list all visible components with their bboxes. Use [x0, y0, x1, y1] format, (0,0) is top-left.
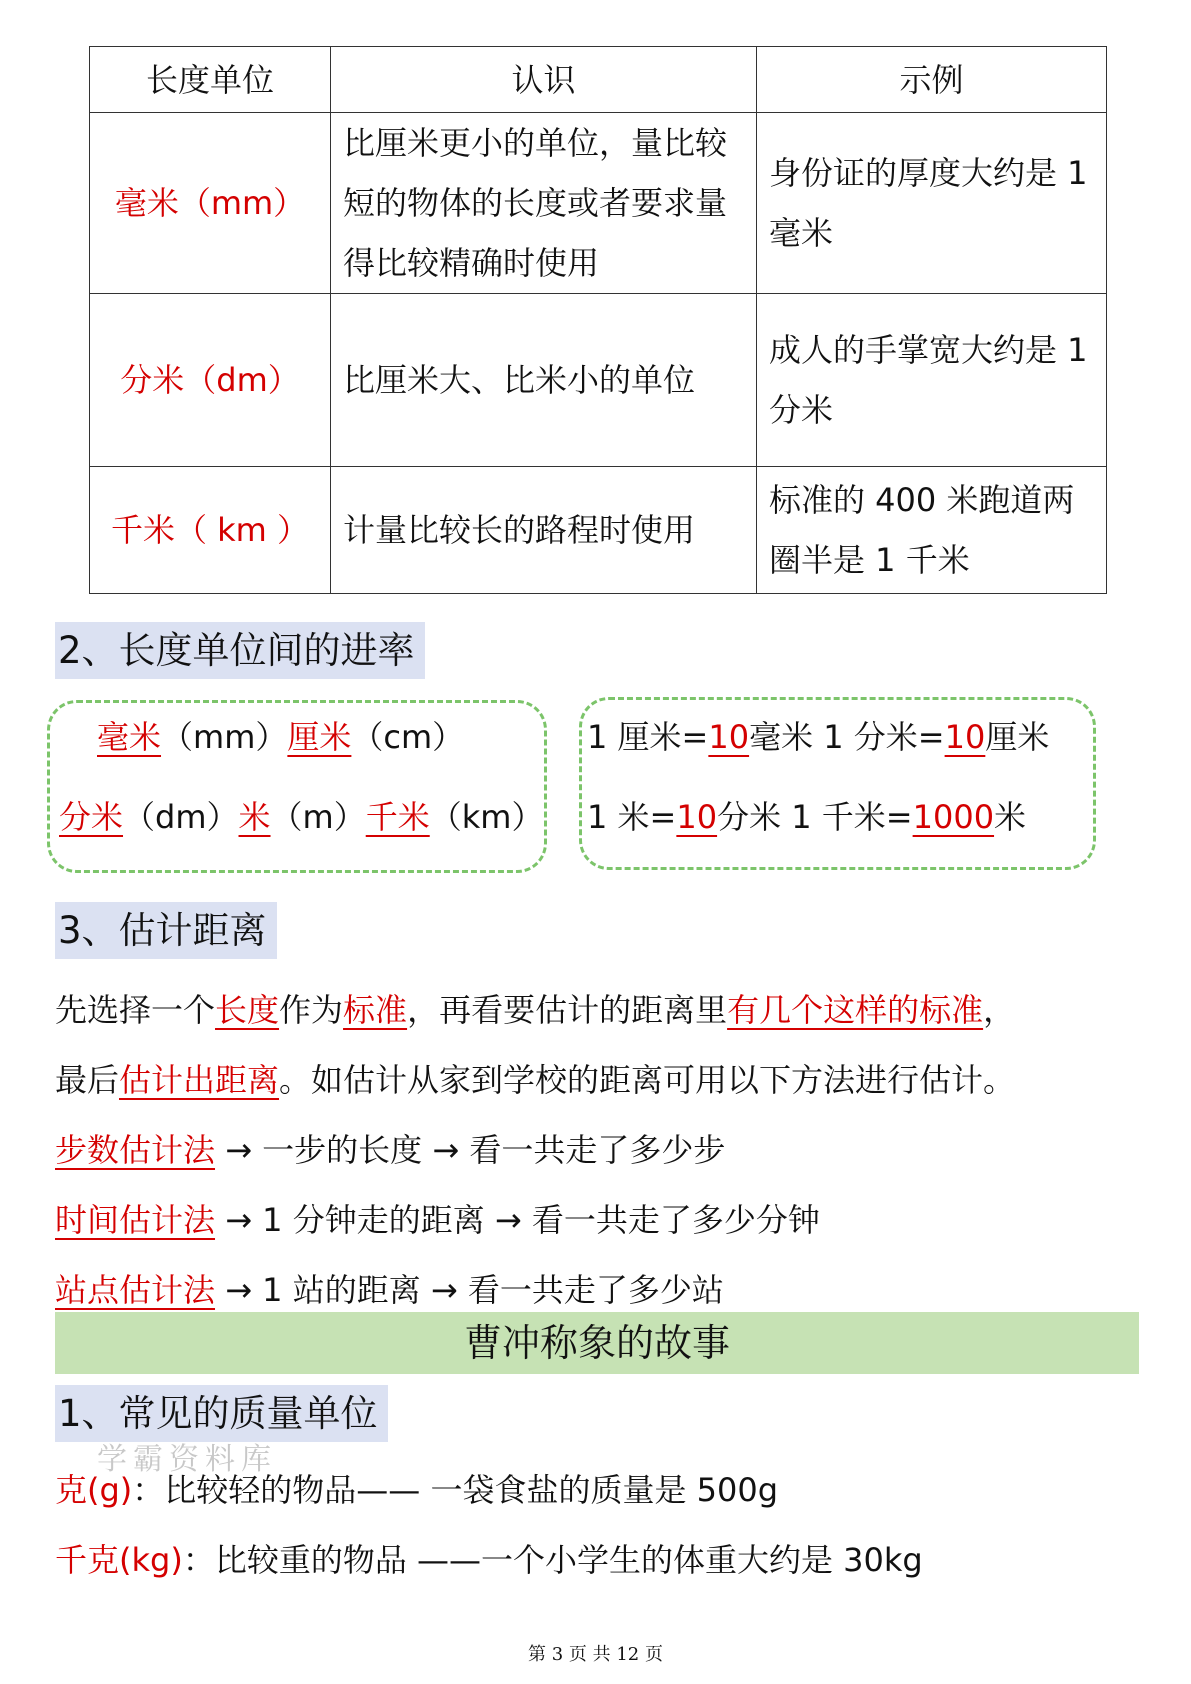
text-segment: 分米 1 千米= — [717, 798, 913, 836]
highlighted-term: 米 — [238, 798, 271, 836]
highlighted-term: 千米 — [365, 798, 430, 836]
header-desc: 认识 — [331, 47, 757, 113]
mass-unit-name: 千克(kg) — [55, 1541, 183, 1579]
text-segment: 1 米= — [587, 798, 677, 836]
units-line-2 — [59, 792, 543, 838]
method-steps: → 1 站的距离 → 看一共走了多少站 — [215, 1271, 724, 1309]
text-segment: （mm） — [161, 718, 288, 756]
text-segment: （m） — [270, 798, 366, 836]
rates-line-2 — [587, 792, 1026, 838]
highlighted-term: 10 — [708, 718, 750, 756]
highlighted-term: 10 — [944, 718, 986, 756]
method-line — [55, 1195, 820, 1241]
text-segment: 作为 — [279, 991, 344, 1029]
table-row — [90, 467, 1107, 594]
table-header-row — [90, 47, 1107, 113]
text-segment: ，再看要估计的距离里 — [407, 991, 728, 1029]
method-name: 步数估计法 — [55, 1131, 216, 1169]
text-segment: （cm） — [351, 718, 465, 756]
mass-unit-line — [55, 1535, 923, 1581]
highlighted-term: 厘米 — [287, 718, 352, 756]
method-name: 站点估计法 — [55, 1271, 216, 1309]
header-unit: 长度单位 — [90, 47, 331, 113]
highlighted-term: 1000 — [912, 798, 995, 836]
desc-cell: 比厘米更小的单位，量比较短的物体的长度或者要求量得比较精确时使用 — [331, 113, 757, 294]
rates-line-1 — [587, 712, 1049, 758]
highlighted-term: 毫米 — [97, 718, 162, 756]
header-example: 示例 — [757, 47, 1107, 113]
text-segment: 先选择一个 — [55, 991, 216, 1029]
page-footer: 第 3 页 共 12 页 — [528, 1644, 663, 1665]
mass-unit-name: 克(g) — [55, 1471, 133, 1509]
highlighted-term: 有几个这样的标准 — [727, 991, 984, 1029]
mass-unit-line — [55, 1465, 778, 1511]
table-row — [90, 294, 1107, 467]
method-line — [55, 1125, 725, 1171]
example-cell: 身份证的厚度大约是 1 毫米 — [757, 113, 1107, 294]
text-segment: （dm） — [123, 798, 239, 836]
desc-cell: 比厘米大、比米小的单位 — [331, 294, 757, 467]
chapter-title-band: 曹冲称象的故事 — [55, 1312, 1139, 1374]
text-segment: 厘米 — [985, 718, 1050, 756]
section-heading-mass: 1、常见的质量单位 — [55, 1385, 388, 1442]
highlighted-term: 分米 — [59, 798, 124, 836]
text-segment: 。如估计从家到学校的距离可用以下方法进行估计。 — [279, 1061, 1016, 1099]
text-segment: 最后 — [55, 1061, 120, 1099]
watermark: 学霸资料库 — [97, 1442, 277, 1477]
mass-unit-desc: ：比较轻的物品—— 一袋食盐的质量是 500g — [132, 1471, 779, 1509]
text-segment: 毫米 1 分米= — [749, 718, 945, 756]
example-cell: 标准的 400 米跑道两圈半是 1 千米 — [757, 467, 1107, 594]
desc-cell: 计量比较长的路程时使用 — [331, 467, 757, 594]
section-heading-estimate: 3、估计距离 — [55, 902, 277, 959]
unit-cell: 千米（ km ） — [90, 467, 331, 594]
method-steps: → 一步的长度 → 看一共走了多少步 — [215, 1131, 726, 1169]
method-steps: → 1 分钟走的距离 → 看一共走了多少分钟 — [215, 1201, 820, 1239]
text-segment: 米 — [994, 798, 1027, 836]
text-segment: ， — [983, 991, 1016, 1029]
estimate-paragraph-1 — [55, 985, 1015, 1031]
units-line-1 — [97, 712, 464, 758]
section-heading-rates: 2、长度单位间的进率 — [55, 622, 425, 679]
highlighted-term: 长度 — [215, 991, 280, 1029]
highlighted-term: 估计出距离 — [119, 1061, 280, 1099]
example-cell: 成人的手掌宽大约是 1 分米 — [757, 294, 1107, 467]
highlighted-term: 10 — [676, 798, 718, 836]
length-units-table — [89, 46, 1107, 594]
text-segment: （km） — [429, 798, 544, 836]
unit-cell: 毫米（mm） — [90, 113, 331, 294]
method-name: 时间估计法 — [55, 1201, 216, 1239]
highlighted-term: 标准 — [343, 991, 408, 1029]
estimate-paragraph-2 — [55, 1055, 1015, 1101]
method-line — [55, 1265, 724, 1311]
text-segment: 1 厘米= — [587, 718, 709, 756]
mass-unit-desc: ：比较重的物品 ——一个小学生的体重大约是 30kg — [182, 1541, 923, 1579]
table-row — [90, 113, 1107, 294]
unit-cell: 分米（dm） — [90, 294, 331, 467]
